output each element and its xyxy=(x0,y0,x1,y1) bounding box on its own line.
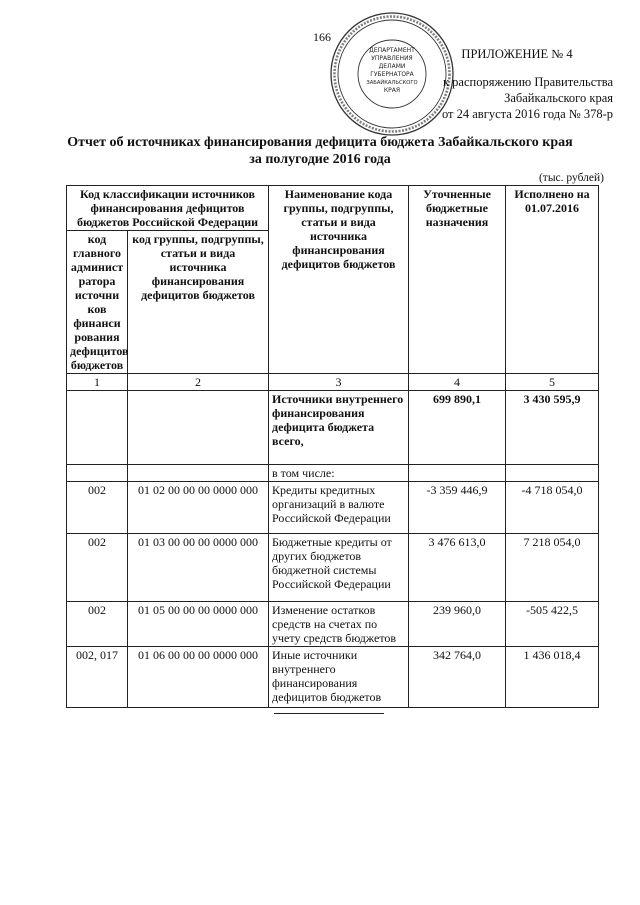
header-admin-code: код главного админист ратора источни ков финанси рования дефицитов бюджетов xyxy=(67,231,128,374)
col-number-3: 3 xyxy=(269,374,409,391)
appendix-line-2: Забайкальского края xyxy=(504,91,613,105)
including-code-cell xyxy=(128,465,269,482)
executed-cell: -505 422,5 xyxy=(506,602,599,647)
total-name: Источники внутреннего финансирования дефицита бюджета всего, xyxy=(269,391,409,465)
page-number: 166 xyxy=(313,30,331,44)
admin-code-cell: 002 xyxy=(67,482,128,534)
group-code-cell: 01 05 00 00 00 0000 000 xyxy=(128,602,269,647)
group-code-cell: 01 03 00 00 00 0000 000 xyxy=(128,534,269,602)
admin-code-cell: 002, 017 xyxy=(67,647,128,708)
table-row xyxy=(67,534,599,602)
header-name: Наименование кода группы, подгруппы, статьи и вида источника финансирования дефицитов бюджетов xyxy=(269,186,409,374)
appendix-block xyxy=(421,46,613,122)
header-planned: Уточненные бюджетные назначения xyxy=(409,186,506,374)
title-line-1: Отчет об источниках финансирования дефицита бюджета Забайкальского края xyxy=(67,135,573,150)
col-number-2: 2 xyxy=(128,374,269,391)
planned-cell: 239 960,0 xyxy=(409,602,506,647)
stamp-text-1: ДЕПАРТАМЕНТ xyxy=(369,47,415,54)
admin-code-cell: 002 xyxy=(67,534,128,602)
executed-cell: 1 436 018,4 xyxy=(506,647,599,708)
header-classification-group: Код классификации источников финансирования дефицитов бюджетов Российской Федерации xyxy=(67,186,269,231)
stamp-text-5: ЗАБАЙКАЛЬСКОГО xyxy=(366,80,418,86)
group-code-cell: 01 06 00 00 00 0000 000 xyxy=(128,647,269,708)
table-row xyxy=(67,647,599,708)
appendix-title: ПРИЛОЖЕНИЕ № 4 xyxy=(461,47,573,61)
column-numbers-row xyxy=(67,374,599,391)
separator-line xyxy=(274,713,384,714)
financing-sources-table xyxy=(66,185,599,708)
including-planned-cell xyxy=(409,465,506,482)
header-executed: Исполнено на 01.07.2016 xyxy=(506,186,599,374)
header-row-1 xyxy=(67,186,599,231)
executed-cell: -4 718 054,0 xyxy=(506,482,599,534)
col-number-4: 4 xyxy=(409,374,506,391)
total-code-cell xyxy=(128,391,269,465)
planned-cell: 342 764,0 xyxy=(409,647,506,708)
planned-cell: 3 476 613,0 xyxy=(409,534,506,602)
source-name-cell: Изменение остатков средств на счетах по учету средств бюджетов xyxy=(269,602,409,647)
total-executed: 3 430 595,9 xyxy=(506,391,599,465)
total-planned: 699 890,1 xyxy=(409,391,506,465)
source-name-cell: Иные источники внутреннего финансирования дефицитов бюджетов xyxy=(269,647,409,708)
stamp-text-3: ДЕЛАМИ xyxy=(378,63,406,70)
table-row xyxy=(67,602,599,647)
including-label: в том числе: xyxy=(269,465,409,482)
col-number-5: 5 xyxy=(506,374,599,391)
source-name-cell: Кредиты кредитных организаций в валюте Российской Федерации xyxy=(269,482,409,534)
units-label: (тыс. рублей) xyxy=(538,172,604,184)
appendix-line-3: от 24 августа 2016 года № 378-р xyxy=(441,107,613,121)
total-row xyxy=(67,391,599,465)
planned-cell: -3 359 446,9 xyxy=(409,482,506,534)
stamp-text-4: ГУБЕРНАТОРА xyxy=(370,71,414,78)
including-row xyxy=(67,465,599,482)
title-line-2: за полугодие 2016 года xyxy=(249,152,391,167)
stamp-text-2: УПРАВЛЕНИЯ xyxy=(371,55,413,62)
stamp-text-6: КРАЯ xyxy=(383,87,401,94)
including-executed-cell xyxy=(506,465,599,482)
including-admin-cell xyxy=(67,465,128,482)
executed-cell: 7 218 054,0 xyxy=(506,534,599,602)
total-admin-cell xyxy=(67,391,128,465)
source-name-cell: Бюджетные кредиты от других бюджетов бюджетной системы Российской Федерации xyxy=(269,534,409,602)
col-number-1: 1 xyxy=(67,374,128,391)
document-title xyxy=(40,134,600,168)
admin-code-cell: 002 xyxy=(67,602,128,647)
table-row xyxy=(67,482,599,534)
header-group-code: код группы, подгруппы, статьи и вида источника финансирования дефицитов бюджетов xyxy=(128,231,269,374)
group-code-cell: 01 02 00 00 00 0000 000 xyxy=(128,482,269,534)
appendix-line-1: к распоряжению Правительства xyxy=(442,75,613,89)
